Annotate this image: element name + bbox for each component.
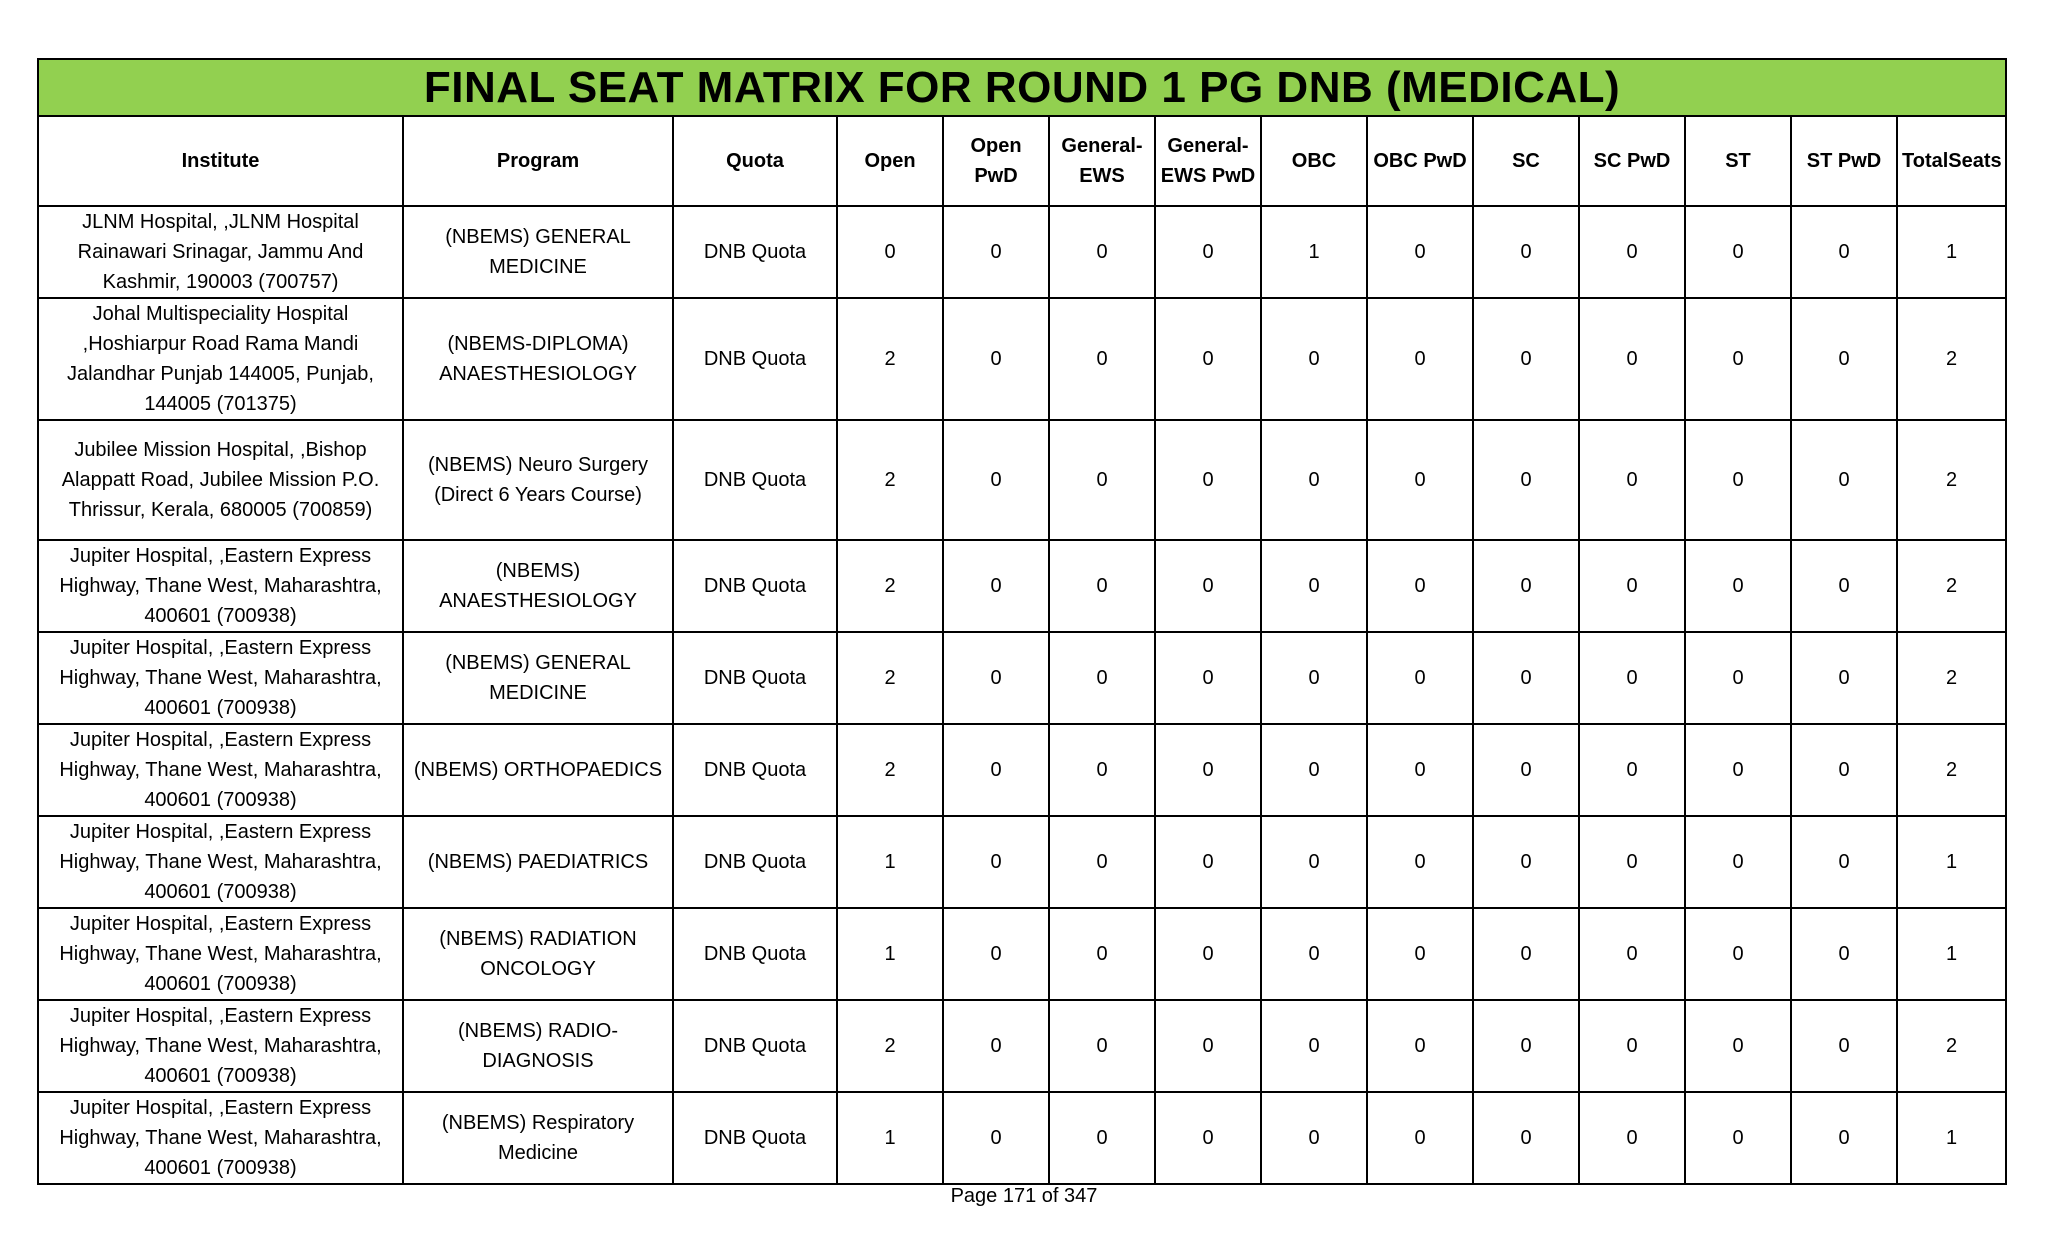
seat-count-cell: 0 <box>1049 298 1155 420</box>
quota-cell: DNB Quota <box>673 816 837 908</box>
table-row <box>38 632 2006 724</box>
seat-count-cell: 0 <box>943 298 1049 420</box>
quota-cell: DNB Quota <box>673 724 837 816</box>
seat-count-cell: 0 <box>1473 1092 1579 1184</box>
institute-cell: Jupiter Hospital, ,Eastern Express Highway, Thane West, Maharashtra, 400601 (700938) <box>38 1000 403 1092</box>
seat-count-cell: 0 <box>1155 420 1261 540</box>
seat-count-cell: 0 <box>1579 540 1685 632</box>
column-header: General-EWS <box>1049 116 1155 206</box>
column-header: OBC PwD <box>1367 116 1473 206</box>
seat-count-cell: 0 <box>1473 1000 1579 1092</box>
seat-count-cell: 0 <box>1579 1092 1685 1184</box>
table-row <box>38 298 2006 420</box>
seat-count-cell: 0 <box>1685 816 1791 908</box>
program-cell: (NBEMS) Respiratory Medicine <box>403 1092 673 1184</box>
seat-count-cell: 0 <box>1579 632 1685 724</box>
seat-count-cell: 0 <box>1791 816 1897 908</box>
seat-count-cell: 2 <box>837 724 943 816</box>
column-header: SC PwD <box>1579 116 1685 206</box>
table-row <box>38 908 2006 1000</box>
seat-count-cell: 0 <box>943 724 1049 816</box>
institute-cell: Jubilee Mission Hospital, ,Bishop Alappatt Road, Jubilee Mission P.O. Thrissur, Kerala, 680005 (700859) <box>38 420 403 540</box>
seat-count-cell: 0 <box>1261 816 1367 908</box>
column-header: ST PwD <box>1791 116 1897 206</box>
seat-count-cell: 0 <box>1367 1000 1473 1092</box>
seat-count-cell: 0 <box>1261 724 1367 816</box>
seat-count-cell: 1 <box>837 816 943 908</box>
seat-count-cell: 0 <box>1049 632 1155 724</box>
table-header-row <box>38 116 2006 206</box>
quota-cell: DNB Quota <box>673 206 837 298</box>
seat-count-cell: 2 <box>1897 632 2006 724</box>
seat-count-cell: 0 <box>1049 206 1155 298</box>
table-row <box>38 724 2006 816</box>
seat-count-cell: 1 <box>1897 206 2006 298</box>
seat-count-cell: 0 <box>1473 816 1579 908</box>
seat-count-cell: 0 <box>1155 816 1261 908</box>
seat-count-cell: 2 <box>1897 540 2006 632</box>
column-header: Open PwD <box>943 116 1049 206</box>
seat-count-cell: 0 <box>1261 298 1367 420</box>
seat-count-cell: 0 <box>943 540 1049 632</box>
seat-count-cell: 0 <box>1367 632 1473 724</box>
seat-count-cell: 2 <box>837 420 943 540</box>
seat-count-cell: 0 <box>1473 632 1579 724</box>
seat-count-cell: 1 <box>1261 206 1367 298</box>
seat-count-cell: 0 <box>1473 908 1579 1000</box>
seat-count-cell: 0 <box>1685 1000 1791 1092</box>
seat-count-cell: 0 <box>1155 206 1261 298</box>
seat-count-cell: 0 <box>1579 816 1685 908</box>
program-cell: (NBEMS) Neuro Surgery (Direct 6 Years Course) <box>403 420 673 540</box>
program-cell: (NBEMS) PAEDIATRICS <box>403 816 673 908</box>
quota-cell: DNB Quota <box>673 1092 837 1184</box>
table-body <box>38 206 2006 1184</box>
seat-count-cell: 0 <box>1261 540 1367 632</box>
quota-cell: DNB Quota <box>673 540 837 632</box>
seat-count-cell: 0 <box>1261 420 1367 540</box>
seat-count-cell: 1 <box>837 1092 943 1184</box>
quota-cell: DNB Quota <box>673 632 837 724</box>
seat-count-cell: 0 <box>1155 1092 1261 1184</box>
seat-count-cell: 0 <box>1791 1092 1897 1184</box>
program-cell: (NBEMS-DIPLOMA) ANAESTHESIOLOGY <box>403 298 673 420</box>
seat-count-cell: 0 <box>1791 1000 1897 1092</box>
program-cell: (NBEMS) GENERAL MEDICINE <box>403 206 673 298</box>
institute-cell: Jupiter Hospital, ,Eastern Express Highway, Thane West, Maharashtra, 400601 (700938) <box>38 724 403 816</box>
seat-count-cell: 0 <box>1049 420 1155 540</box>
seat-count-cell: 0 <box>1049 908 1155 1000</box>
seat-count-cell: 0 <box>1155 298 1261 420</box>
seat-count-cell: 0 <box>1685 540 1791 632</box>
institute-cell: Jupiter Hospital, ,Eastern Express Highway, Thane West, Maharashtra, 400601 (700938) <box>38 816 403 908</box>
program-cell: (NBEMS) ORTHOPAEDICS <box>403 724 673 816</box>
institute-cell: Jupiter Hospital, ,Eastern Express Highway, Thane West, Maharashtra, 400601 (700938) <box>38 632 403 724</box>
page-number: Page 171 of 347 <box>950 1185 1098 1207</box>
seat-count-cell: 0 <box>1049 1000 1155 1092</box>
seat-count-cell: 0 <box>1685 206 1791 298</box>
seat-count-cell: 0 <box>1579 1000 1685 1092</box>
seat-count-cell: 1 <box>1897 1092 2006 1184</box>
seat-count-cell: 0 <box>1155 724 1261 816</box>
seat-count-cell: 0 <box>1473 298 1579 420</box>
seat-count-cell: 0 <box>1367 724 1473 816</box>
column-header: Program <box>403 116 673 206</box>
program-cell: (NBEMS) ANAESTHESIOLOGY <box>403 540 673 632</box>
seat-count-cell: 0 <box>1261 1092 1367 1184</box>
seat-count-cell: 0 <box>1367 908 1473 1000</box>
seat-count-cell: 0 <box>1579 298 1685 420</box>
column-header: Institute <box>38 116 403 206</box>
seat-count-cell: 0 <box>1791 206 1897 298</box>
column-header: TotalSeats <box>1897 116 2006 206</box>
seat-count-cell: 0 <box>1685 298 1791 420</box>
table-row <box>38 206 2006 298</box>
seat-count-cell: 0 <box>1791 540 1897 632</box>
seat-count-cell: 2 <box>837 632 943 724</box>
seat-count-cell: 0 <box>1049 724 1155 816</box>
program-cell: (NBEMS) GENERAL MEDICINE <box>403 632 673 724</box>
seat-matrix-table <box>37 58 2007 1185</box>
column-header: General-EWS PwD <box>1155 116 1261 206</box>
seat-count-cell: 0 <box>1685 420 1791 540</box>
seat-count-cell: 0 <box>1473 540 1579 632</box>
seat-count-cell: 0 <box>1367 206 1473 298</box>
column-header: SC <box>1473 116 1579 206</box>
seat-count-cell: 1 <box>837 908 943 1000</box>
seat-count-cell: 0 <box>1155 1000 1261 1092</box>
seat-count-cell: 2 <box>1897 724 2006 816</box>
seat-count-cell: 0 <box>1261 632 1367 724</box>
column-header: OBC <box>1261 116 1367 206</box>
seat-count-cell: 0 <box>1579 206 1685 298</box>
seat-count-cell: 0 <box>943 816 1049 908</box>
seat-count-cell: 2 <box>837 298 943 420</box>
table-row <box>38 1000 2006 1092</box>
seat-count-cell: 0 <box>1473 420 1579 540</box>
seat-count-cell: 0 <box>1155 540 1261 632</box>
table-row <box>38 816 2006 908</box>
quota-cell: DNB Quota <box>673 298 837 420</box>
seat-count-cell: 0 <box>1685 908 1791 1000</box>
institute-cell: Jupiter Hospital, ,Eastern Express Highway, Thane West, Maharashtra, 400601 (700938) <box>38 1092 403 1184</box>
column-header: Open <box>837 116 943 206</box>
seat-count-cell: 0 <box>1367 420 1473 540</box>
program-cell: (NBEMS) RADIATION ONCOLOGY <box>403 908 673 1000</box>
seat-count-cell: 1 <box>1897 816 2006 908</box>
seat-count-cell: 0 <box>1791 632 1897 724</box>
seat-count-cell: 0 <box>1685 724 1791 816</box>
seat-count-cell: 0 <box>1791 908 1897 1000</box>
table-row <box>38 420 2006 540</box>
institute-cell: Jupiter Hospital, ,Eastern Express Highway, Thane West, Maharashtra, 400601 (700938) <box>38 908 403 1000</box>
seat-count-cell: 0 <box>943 206 1049 298</box>
institute-cell: Johal Multispeciality Hospital ,Hoshiarpur Road Rama Mandi Jalandhar Punjab 144005, Punjab, 144005 (701375) <box>38 298 403 420</box>
table-row <box>38 1092 2006 1184</box>
seat-count-cell: 0 <box>1579 908 1685 1000</box>
seat-count-cell: 0 <box>1791 420 1897 540</box>
seat-count-cell: 0 <box>1155 632 1261 724</box>
seat-count-cell: 0 <box>1367 1092 1473 1184</box>
column-header: Quota <box>673 116 837 206</box>
page-title: FINAL SEAT MATRIX FOR ROUND 1 PG DNB (MEDICAL) <box>38 59 2006 116</box>
seat-count-cell: 2 <box>1897 1000 2006 1092</box>
table-row <box>38 540 2006 632</box>
seat-count-cell: 0 <box>943 420 1049 540</box>
seat-count-cell: 0 <box>943 908 1049 1000</box>
seat-count-cell: 0 <box>837 206 943 298</box>
column-header: ST <box>1685 116 1791 206</box>
seat-count-cell: 0 <box>1155 908 1261 1000</box>
seat-count-cell: 0 <box>943 1092 1049 1184</box>
seat-count-cell: 0 <box>1261 908 1367 1000</box>
institute-cell: JLNM Hospital, ,JLNM Hospital Rainawari Srinagar, Jammu And Kashmir, 190003 (700757) <box>38 206 403 298</box>
seat-count-cell: 0 <box>1579 724 1685 816</box>
seat-count-cell: 0 <box>1579 420 1685 540</box>
seat-count-cell: 0 <box>943 1000 1049 1092</box>
seat-count-cell: 2 <box>837 540 943 632</box>
seat-count-cell: 0 <box>1049 1092 1155 1184</box>
quota-cell: DNB Quota <box>673 1000 837 1092</box>
seat-count-cell: 0 <box>943 632 1049 724</box>
seat-count-cell: 0 <box>1049 540 1155 632</box>
seat-count-cell: 2 <box>837 1000 943 1092</box>
seat-count-cell: 0 <box>1367 298 1473 420</box>
seat-count-cell: 0 <box>1473 206 1579 298</box>
institute-cell: Jupiter Hospital, ,Eastern Express Highway, Thane West, Maharashtra, 400601 (700938) <box>38 540 403 632</box>
seat-count-cell: 2 <box>1897 420 2006 540</box>
seat-count-cell: 0 <box>1261 1000 1367 1092</box>
seat-count-cell: 1 <box>1897 908 2006 1000</box>
seat-count-cell: 0 <box>1791 298 1897 420</box>
seat-count-cell: 0 <box>1367 816 1473 908</box>
seat-matrix-sheet <box>37 58 2006 1185</box>
seat-count-cell: 0 <box>1049 816 1155 908</box>
seat-count-cell: 0 <box>1791 724 1897 816</box>
seat-count-cell: 0 <box>1367 540 1473 632</box>
quota-cell: DNB Quota <box>673 908 837 1000</box>
quota-cell: DNB Quota <box>673 420 837 540</box>
seat-count-cell: 0 <box>1685 1092 1791 1184</box>
program-cell: (NBEMS) RADIO-DIAGNOSIS <box>403 1000 673 1092</box>
seat-count-cell: 0 <box>1473 724 1579 816</box>
seat-count-cell: 2 <box>1897 298 2006 420</box>
seat-count-cell: 0 <box>1685 632 1791 724</box>
